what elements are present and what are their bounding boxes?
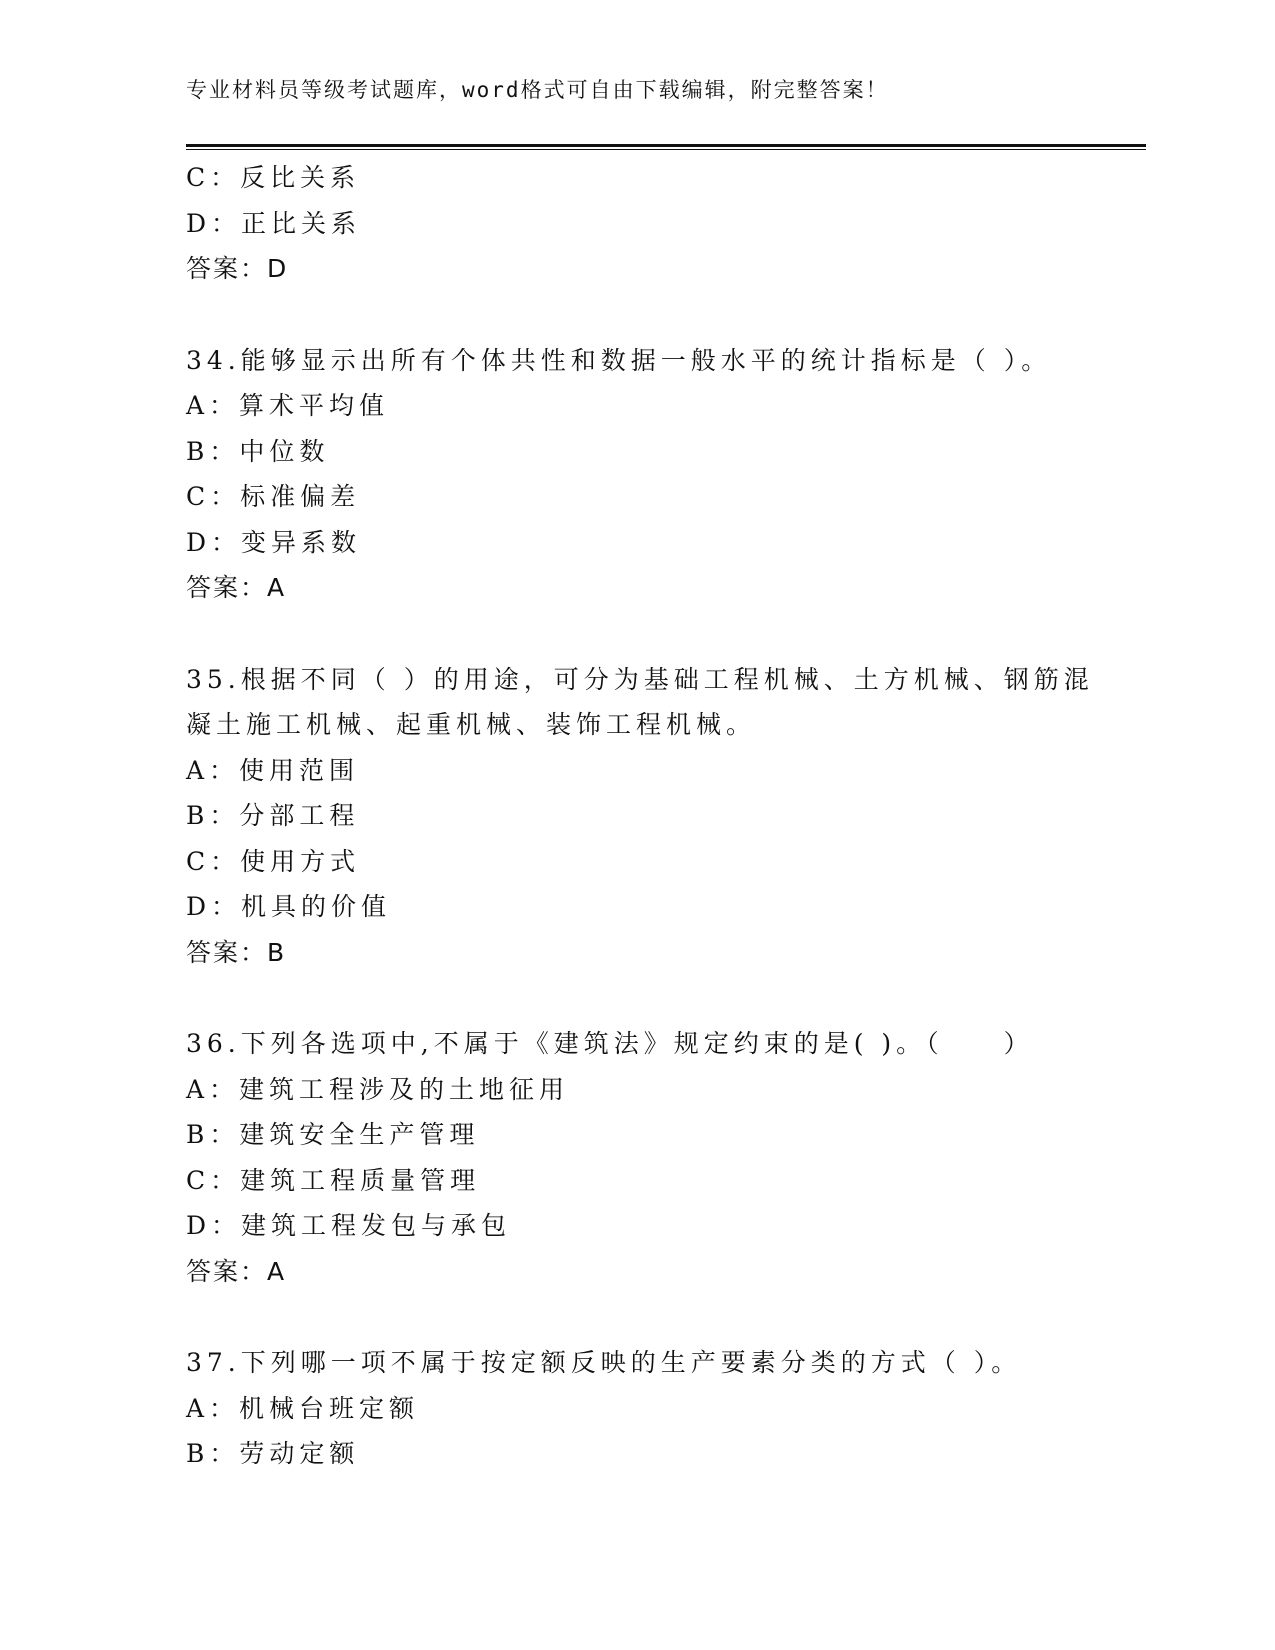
option-a: A：机械台班定额 — [186, 1393, 420, 1423]
answer: 答案：B — [186, 937, 287, 967]
question-stem: 34.能够显示出所有个体共性和数据一般水平的统计指标是（ ）。 — [186, 345, 1052, 375]
question-prev — [186, 155, 1146, 292]
question-34 — [186, 338, 1146, 611]
answer: 答案：A — [186, 1256, 287, 1286]
question-36 — [186, 1021, 1146, 1294]
answer: 答案：A — [186, 573, 287, 602]
question-stem: 37.下列哪一项不属于按定额反映的生产要素分类的方式（ ）。 — [186, 1348, 1022, 1377]
option-a: A：算术平均值 — [186, 391, 390, 420]
question-stem: 35.根据不同（ ）的用途，可分为基础工程机械、土方机械、钢筋混 — [186, 664, 1094, 694]
page-header: 专业材料员等级考试题库，word格式可自由下载编辑，附完整答案！ — [186, 78, 889, 102]
answer: 答案：D — [186, 254, 289, 283]
option-a: A：使用范围 — [186, 755, 360, 785]
option-c: C：标准偏差 — [186, 482, 361, 511]
option-b: B：中位数 — [186, 436, 330, 466]
question-37 — [186, 1340, 1146, 1477]
option-b: B：劳动定额 — [186, 1439, 360, 1468]
option-b: B：分部工程 — [186, 801, 360, 830]
option-d: D：正比关系 — [186, 208, 362, 238]
question-stem: 36.下列各选项中,不属于《建筑法》规定约束的是( )。（ ） — [186, 1029, 1034, 1058]
option-d: D：机具的价值 — [186, 892, 392, 921]
option-c: C：建筑工程质量管理 — [186, 1165, 481, 1195]
option-d: D：变异系数 — [186, 527, 362, 557]
question-stem-continued: 凝土施工机械、起重机械、装饰工程机械。 — [186, 710, 757, 739]
option-c: C：反比关系 — [186, 163, 361, 192]
option-c: C：使用方式 — [186, 846, 361, 876]
question-list — [186, 155, 1146, 1477]
option-d: D：建筑工程发包与承包 — [186, 1211, 512, 1240]
option-a: A：建筑工程涉及的土地征用 — [186, 1074, 570, 1104]
option-b: B：建筑安全生产管理 — [186, 1120, 480, 1149]
question-35 — [186, 657, 1146, 976]
header-rule-thick — [186, 144, 1146, 147]
header-rule-thin — [186, 149, 1146, 150]
